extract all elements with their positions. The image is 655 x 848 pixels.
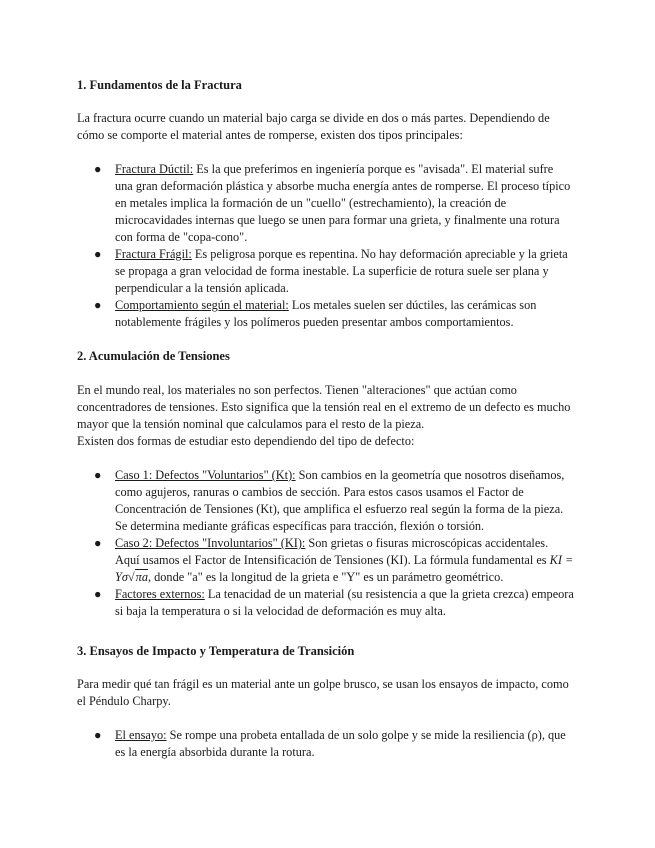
item-text: Es la que preferimos en ingeniería porque es "avisada". El material sufre una gran deformación plástica y absorbe mucha energía antes de romperse. El proceso típico en metales implica la formación de un "cuello" (estrechamiento), la creación de microcavidades internas que luego se unen para formar una grieta, y finalmente una rotura con forma de "copa-cono". [115, 162, 571, 244]
bullet-icon: ● [94, 728, 102, 742]
formula-radicand: πa [135, 570, 148, 584]
bullet-icon: ● [94, 587, 102, 601]
section-2-intro: En el mundo real, los materiales no son perfectos. Tienen "alteraciones" que actúan como concentradores de tensiones. Esto significa que la tensión real en el extremo de un defecto es mucho mayor que la tensión nominal que calculamos para el resto de la pieza. [77, 383, 571, 431]
list-item [94, 297, 574, 331]
section-3-list [94, 727, 574, 761]
bullet-icon: ● [94, 247, 102, 261]
item-text-after: , donde "a" es la longitud de la grieta e "Y" es un parámetro geométrico. [147, 570, 504, 584]
section-2-heading: 2. Acumulación de Tensiones [77, 349, 230, 363]
item-term: El ensayo: [115, 728, 167, 742]
item-text: Los metales suelen ser dúctiles, las cerámicas son notablemente frágiles y los polímeros pueden presentar ambos comportamientos. [115, 298, 537, 329]
formula-equals: = [565, 553, 574, 567]
bullet-icon: ● [94, 162, 102, 176]
item-term: Factores externos: [115, 587, 205, 601]
item-text: Se rompe una probeta entallada de un solo golpe y se mide la resiliencia (ρ), que es la energía absorbida durante la rotura. [115, 728, 566, 759]
section-3-heading: 3. Ensayos de Impacto y Temperatura de Transición [77, 644, 355, 658]
sqrt-icon: √ [127, 570, 135, 584]
item-text: Es peligrosa porque es repentina. No hay deformación apreciable y la grieta se propaga a gran velocidad de forma inestable. La superficie de rotura suele ser plana y perpendicular a la tensión aplicada. [115, 247, 568, 295]
formula-lhs: KI [549, 553, 562, 567]
list-item [94, 246, 574, 297]
item-term: Caso 1: Defectos "Voluntarios" (Kt): [115, 468, 296, 482]
section-3-intro: Para medir qué tan frágil es un material ante un golpe brusco, se usan los ensayos de impacto, como el Péndulo Charpy. [77, 677, 569, 708]
list-item [94, 586, 574, 620]
bullet-icon: ● [94, 298, 102, 312]
item-term: Caso 2: Defectos "Involuntarios" (KI): [115, 536, 306, 550]
bullet-icon: ● [94, 468, 102, 482]
item-term: Comportamiento según el material: [115, 298, 289, 312]
item-term: Fractura Frágil: [115, 247, 192, 261]
formula-coefficient: Yσ [115, 570, 128, 584]
list-item [94, 467, 574, 535]
section-1-heading: 1. Fundamentos de la Fractura [77, 78, 242, 92]
item-text: Son cambios en la geometría que nosotros diseñamos, como agujeros, ranuras o cambios de sección. Para estos casos usamos el Factor de Concentración de Tensiones (Kt), que amplifica el esfuerzo real según la forma de la pieza. Se determina mediante gráficas específicas para tracción, flexión o torsión. [115, 468, 565, 533]
item-text: La tenacidad de un material (su resistencia a que la grieta crezca) empeora si baja la temperatura o si la velocidad de deformación es muy alta. [115, 587, 574, 618]
section-1-intro: La fractura ocurre cuando un material bajo carga se divide en dos o más partes. Dependiendo de cómo se comporte el material antes de romperse, existen dos tipos principales: [77, 111, 550, 142]
list-item [94, 161, 574, 246]
list-item [94, 535, 574, 586]
item-text: Son grietas o fisuras microscópicas accidentales. Aquí usamos el Factor de Intensificación de Tensiones (KI). La fórmula fundamental es [115, 536, 550, 567]
list-item [94, 727, 574, 761]
item-term: Fractura Dúctil: [115, 162, 194, 176]
section-2-intro-2: Existen dos formas de estudiar esto dependiendo del tipo de defecto: [77, 434, 415, 448]
section-2-list [94, 467, 574, 620]
bullet-icon: ● [94, 536, 102, 550]
section-1-list [94, 161, 574, 331]
